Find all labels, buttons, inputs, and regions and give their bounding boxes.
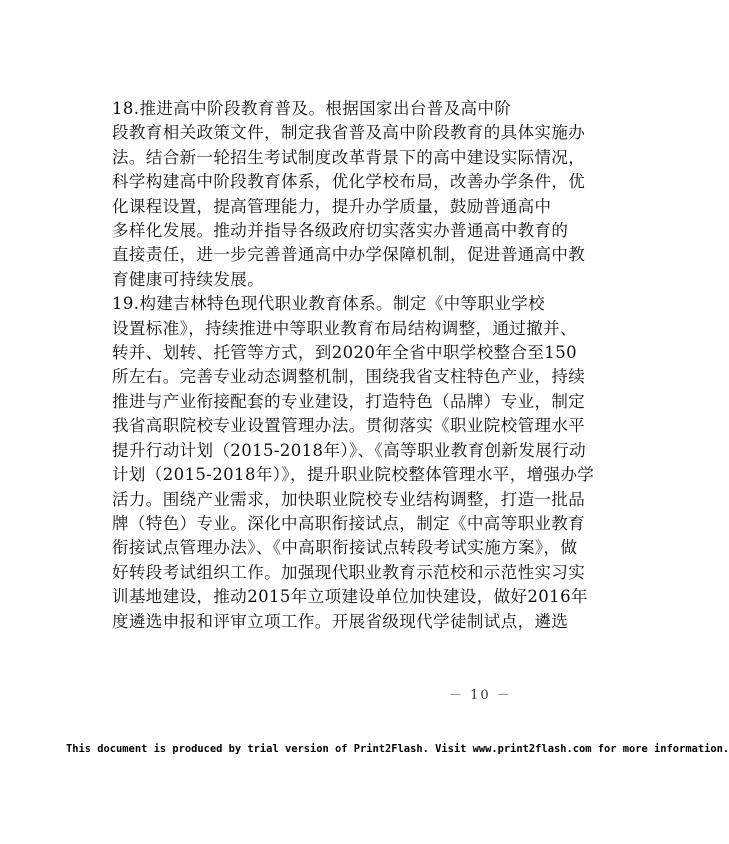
text-line: 19.构建吉林特色现代职业教育体系。制定《中等职业学校 [112,294,546,314]
text-line: 活力。围绕产业需求，加快职业院校专业结构调整，打造一批品 [112,489,586,509]
page-number: － 10 － [449,688,512,703]
text-line: 计划（2015-2018年）》，提升职业院校整体管理水平，增强办学 [112,465,595,485]
text-line: 衔接试点管理办法》、《中高职衔接试点转段考试实施方案》，做 [112,538,578,558]
text-line: 法。结合新一轮招生考试制度改革背景下的高中建设实际情况， [112,147,586,167]
text-line: 化课程设置，提高管理能力，提升办学质量，鼓励普通高中 [112,196,552,216]
trial-watermark-banner: This document is produced by trial version of Print2Flash. Visit www.print2flash.com for more information. [66,743,729,755]
text-line: 提升行动计划（2015-2018年）》、《高等职业教育创新发展行动 [112,440,587,460]
text-line: 度遴选申报和评审立项工作。开展省级现代学徒制试点，遴选 [112,611,569,631]
text-line: 18.推进高中阶段教育普及。根据国家出台普及高中阶 [112,99,512,118]
paragraph-19 [112,292,595,634]
text-line: 推进与产业衔接配套的专业建设，打造特色（品牌）专业，制定 [112,391,586,411]
text-line: 科学构建高中阶段教育体系，优化学校布局，改善办学条件，优 [112,172,586,192]
text-line: 直接责任，进一步完善普通高中办学保障机制，促进普通高中教 [112,245,586,265]
text-line: 训基地建设，推动2015年立项建设单位加快建设，做好2016年 [112,587,588,607]
text-line: 育健康可持续发展。 [112,269,265,289]
text-line: 好转段考试组织工作。加强现代职业教育示范校和示范性实习实 [112,562,586,582]
text-line: 我省高职院校专业设置管理办法。贯彻落实《职业院校管理水平 [112,416,586,436]
document-body [112,97,595,634]
text-line: 段教育相关政策文件，制定我省普及高中阶段教育的具体实施办 [112,123,586,143]
text-line: 所左右。完善专业动态调整机制，围绕我省支柱特色产业，持续 [112,367,586,387]
paragraph-18 [112,97,586,292]
text-line: 多样化发展。推动并指导各级政府切实落实办普通高中教育的 [112,221,569,241]
text-line: 转并、划转、托管等方式，到2020年全省中职学校整合至150 [112,343,577,363]
text-line: 牌（特色）专业。深化中高职衔接试点，制定《中高等职业教育 [112,513,586,533]
text-line: 设置标准》，持续推进中等职业教育布局结构调整，通过撤并、 [112,318,577,338]
